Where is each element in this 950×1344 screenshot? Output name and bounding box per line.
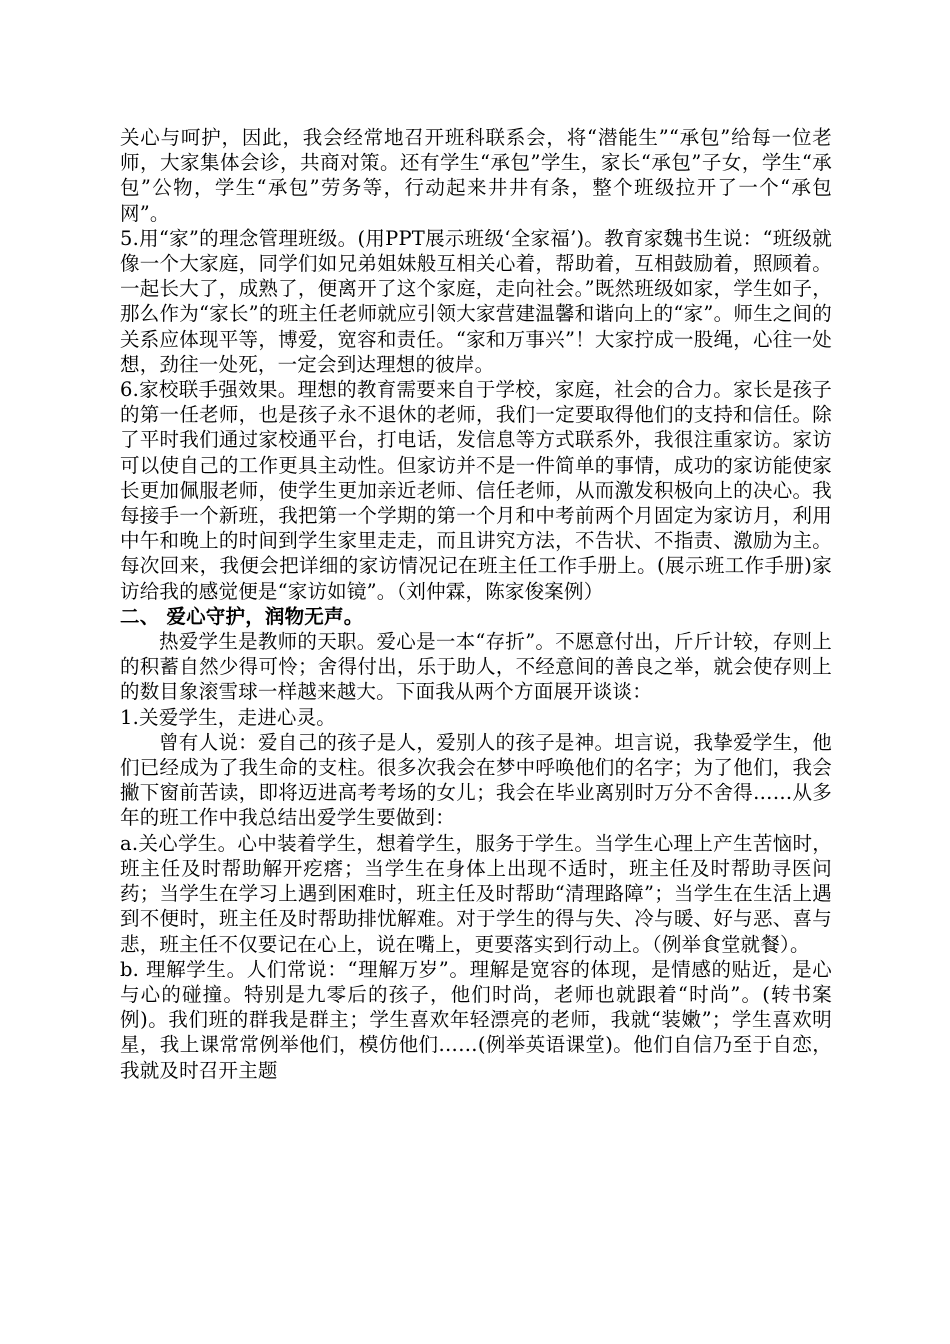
paragraph-care-a: a.关心学生。心中装着学生，想着学生，服务于学生。当学生心理上产生苦恼时，班主任及时帮助解开疙瘩；当学生在身体上出现不适时，班主任及时帮助寻医问药；当学生在学习上遇到困难时，班主任及时帮助“清理路障”；当学生在生活上遇到不便时，班主任及时帮助排忧解难。对于学生的得与失、冷与暖、好与恶、喜与悲，班主任不仅要记在心上，说在嘴上，更要落实到行动上。（例举食堂就餐）。 xyxy=(120,831,832,956)
paragraph-understand-b: b. 理解学生。人们常说：“理解万岁”。理解是宽容的体现，是情感的贴近，是心与心的碰撞。特别是九零后的孩子，他们时尚，老师也就跟着“时尚”。(转书案例)。我们班的群我是群主；学生喜欢年轻漂亮的老师，我就“装嫩”；学生喜欢明星，我上课常常例举他们，模仿他们……(例举英语课堂)。他们自信乃至于自恋，我就及时召开主题 xyxy=(120,957,832,1082)
paragraph-love-intro: 热爱学生是教师的天职。爱心是一本“存折”。不愿意付出，斤斤计较，存则上的积蓄自然少得可怜；舍得付出，乐于助人，不经意间的善良之举，就会使存则上的数目象滚雪球一样越来越大。下面我从两个方面展开谈谈： xyxy=(120,630,832,704)
paragraph-contract-net: 关心与呵护，因此，我会经常地召开班科联系会，将“潜能生”“承包”给每一位老师，大家集体会诊，共商对策。还有学生“承包”学生，家长“承包”子女，学生“承包”公物，学生“承包”劳务等，行动起来井井有条，整个班级拉开了一个“承包网”。 xyxy=(120,126,832,225)
document-page xyxy=(120,125,832,1083)
section-heading-love: 二、 爱心守护，润物无声。 xyxy=(120,604,364,628)
paragraph-home-school: 6.家校联手强效果。理想的教育需要来自于学校，家庭，社会的合力。家长是孩子的第一任老师，也是孩子永不退休的老师，我们一定要取得他们的支持和信任。除了平时我们通过家校通平台，打电话，发信息等方式联系外，我很注重家访。家访可以使自己的工作更具主动性。但家访并不是一件简单的事情，成功的家访能使家长更加佩服老师，使学生更加亲近老师、信任老师，从而激发积极向上的决心。我每接手一个新班，我把第一个学期的第一个月和中考前两个月固定为家访月，利用中午和晚上的时间到学生家里走走，而且讲究方法，不告状、不指责、激励为主。每次回来，我便会把详细的家访情况记在班主任工作手册上。(展示班工作手册)家访给我的感觉便是“家访如镜”。（刘仲霖，陈家俊案例） xyxy=(120,378,832,603)
subheading-care-students: 1.关爱学生，走进心灵。 xyxy=(120,705,337,729)
paragraph-family-concept: 5.用“家”的理念管理班级。(用PPT展示班级‘全家福’)。教育家魏书生说：“班级就像一个大家庭，同学们如兄弟姐妹般互相关心着，帮助着，互相鼓励着，照顾着。一起长大了，成熟了，便离开了这个家庭，走向社会。”既然班级如家，学生如子，那么作为“家长”的班主任老师就应引领大家营建温馨和谐向上的“家”。师生之间的关系应体现平等，博爱，宽容和责任。“家和万事兴”！大家拧成一股绳，心往一处想，劲往一处死，一定会到达理想的彼岸。 xyxy=(120,226,832,376)
paragraph-love-students: 曾有人说：爱自己的孩子是人，爱别人的孩子是神。坦言说，我挚爱学生，他们已经成为了我生命的支柱。很多次我会在梦中呼唤他们的名字；为了他们，我会撇下窗前苦读，即将迈进高考考场的女儿；我会在毕业离别时万分不舍得……从多年的班工作中我总结出爱学生要做到： xyxy=(120,730,832,830)
